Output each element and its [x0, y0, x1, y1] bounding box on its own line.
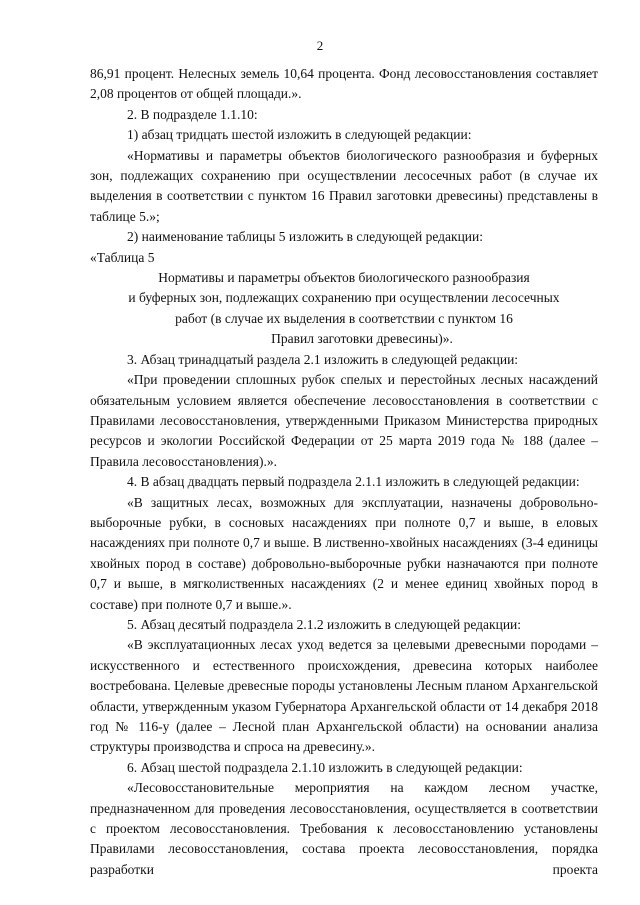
table-title-line-4: Правил заготовки древесины)».: [271, 331, 453, 347]
paragraph-13: «Лесовосстановительные мероприятия на каждом лесном участке, предназначенном для проведения лесовосстановления, осуществляется в соответствии с проектом лесовосстановления. Требования к лесовосстановлению установлены Правилами лесовосстановления, состава проекта лесовосстановления, порядка разработки проекта: [90, 780, 598, 877]
paragraph-10: 5. Абзац десятый подраздела 2.1.2 изложить в следующей редакции:: [127, 616, 522, 632]
paragraph-11: «В эксплуатационных лесах уход ведется за целевыми древесными породами – искусственного и естественного происхождения, древесина которых наиболее востребована. Целевые древесные породы установлены Лесным планом Архангельской области, утвержденным указом Губернатора Архангельской области от 14 декабря 2018 год № 116-у (далее – Лесной план Архангельской области) на основании анализа структуры производства и спроса на древесину.».: [90, 637, 598, 755]
paragraph-5: 2) наименование таблицы 5 изложить в следующей редакции:: [127, 229, 484, 245]
table-title-line-3: работ (в случае их выделения в соответствии с пунктом 16: [175, 310, 513, 326]
paragraph-4: «Нормативы и параметры объектов биологического разнообразия и буферных зон, подлежащих сохранению при осуществлении лесосечных работ (в случае их выделения в соответствии с пунктом 16 Правил заготовки древесины) представлены в таблице 5.»;: [90, 147, 598, 224]
paragraph-9: «В защитных лесах, возможных для эксплуатации, назначены добровольно-выборочные рубки, в сосновых насаждениях при полноте 0,7 и выше, в еловых насаждениях при полноте 0,7 и выше. В лиственно-хвойных насаждениях (3-4 единицы хвойных пород в составе) добровольно-выборочные рубки назначаются при полноте 0,7 и выше, в мягколиственных насаждениях (2 и менее единиц хвойных пород в составе) при полноте 0,7 и выше.».: [90, 494, 598, 612]
paragraph-3: 1) абзац тридцать шестой изложить в следующей редакции:: [127, 127, 472, 143]
paragraph-2: 2. В подразделе 1.1.10:: [127, 106, 258, 122]
paragraph-12: 6. Абзац шестой подраздела 2.1.10 изложить в следующей редакции:: [127, 759, 523, 775]
paragraph-8: 4. В абзац двадцать первый подраздела 2.1.1 изложить в следующей редакции:: [127, 474, 580, 490]
table-label: «Таблица 5: [90, 249, 155, 265]
table-title-line-1: Нормативы и параметры объектов биологического разнообразия: [158, 270, 530, 286]
page-number: 2: [316, 38, 324, 53]
paragraph-6: 3. Абзац тринадцатый раздела 2.1 изложить в следующей редакции:: [127, 351, 519, 367]
document-body: [90, 64, 598, 880]
table-title-line-2: и буферных зон, подлежащих сохранению при осуществлении лесосечных: [128, 290, 560, 306]
paragraph-1: 86,91 процент. Нелесных земель 10,64 процента. Фонд лесовосстановления составляет 2,08 процентов от общей площади.».: [90, 66, 598, 102]
paragraph-7: «При проведении сплошных рубок спелых и перестойных лесных насаждений обязательным условием является обеспечение лесовосстановления в соответствии с Правилами лесовосстановления, утвержденными Приказом Министерства природных ресурсов и экологии Российской Федерации от 25 марта 2019 года № 188 (далее – Правила лесовосстановления).».: [90, 372, 598, 469]
